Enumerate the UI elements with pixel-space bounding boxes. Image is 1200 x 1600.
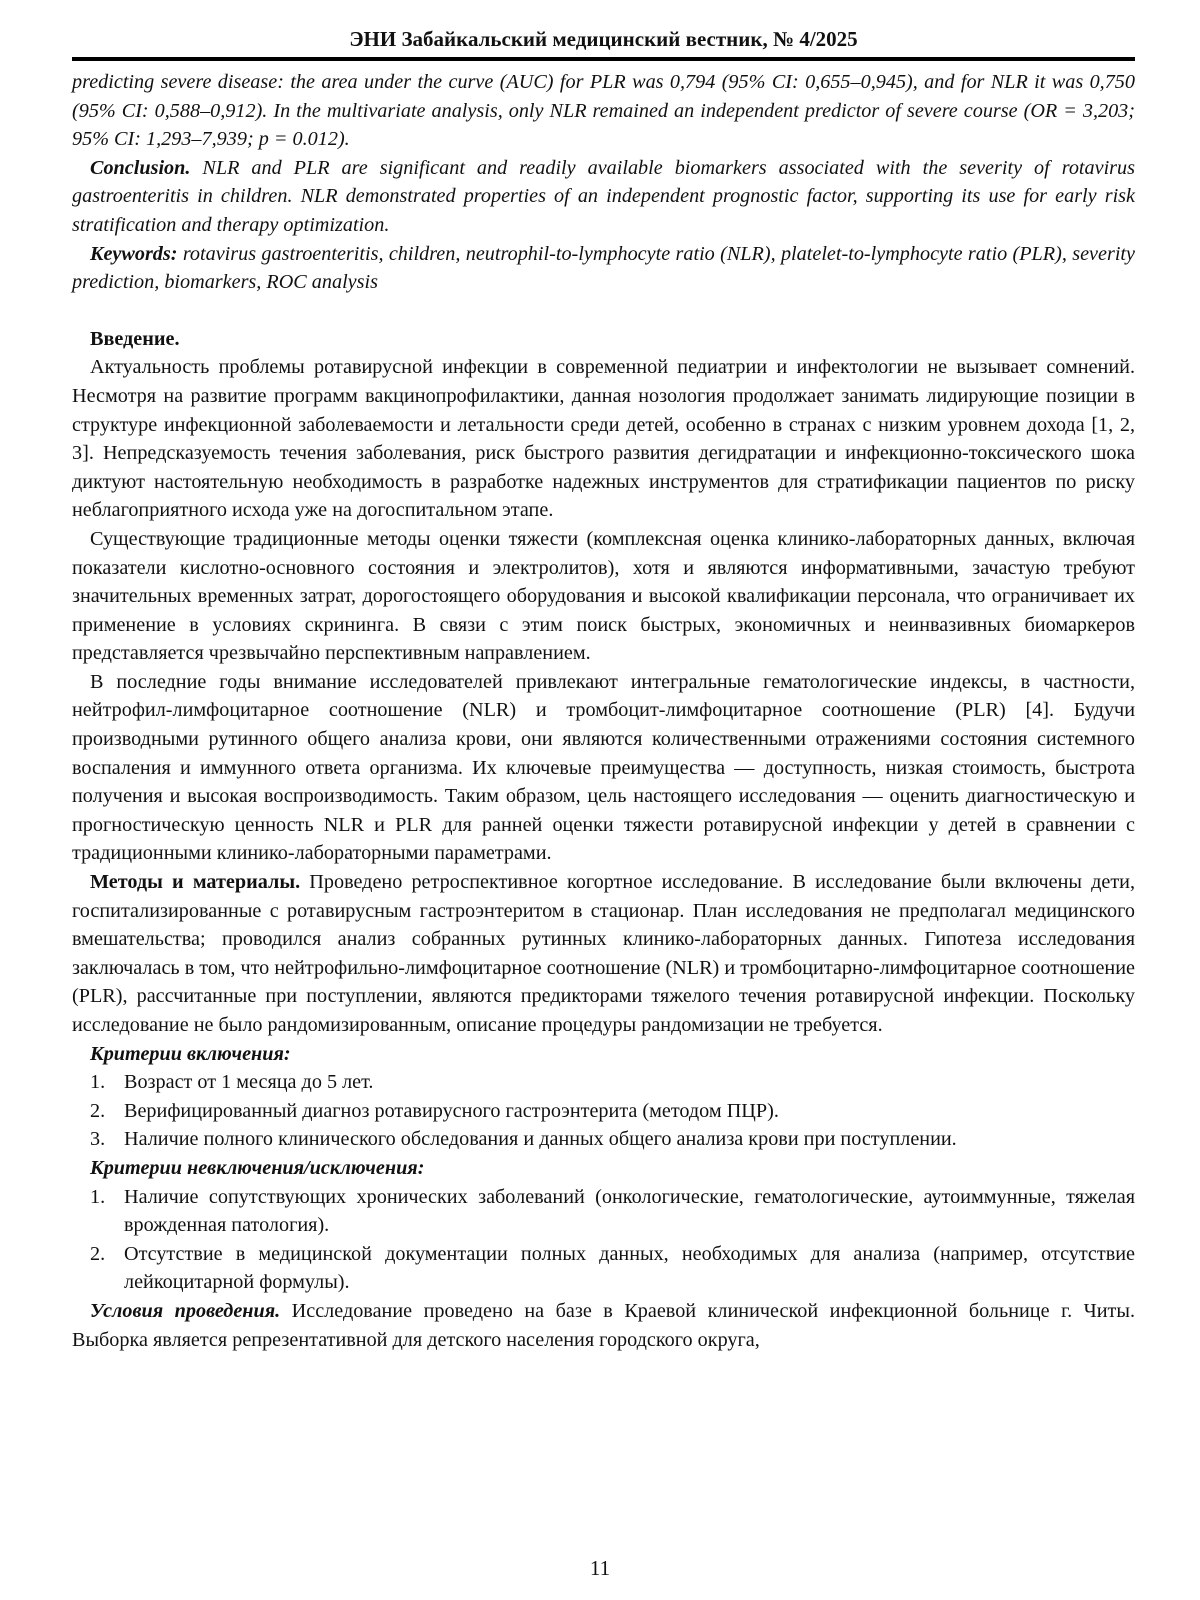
methods-text: Проведено ретроспективное когортное исследование. В исследование были включены дети, госпитализированные с ротавирусным гастроэнтеритом в стационар. План исследования не предполагал медицинского вмешательства; проводился анализ собранных рутинных клинико-лабораторных данных. Гипотеза исследования заключалась в том, что нейтрофильно-лимфоцитарное соотношение (NLR) и тромбоцитарно-лимфоцитарное соотношение (PLR), рассчитанные при поступлении, являются предикторами тяжелого течения ротавирусной инфекции. Поскольку исследование не было рандомизированным, описание процедуры рандомизации не требуется. — [72, 871, 1135, 1036]
list-item-text: Верифицированный диагноз ротавирусного гастроэнтерита (методом ПЦР). — [124, 1099, 779, 1122]
section-spacer — [72, 297, 1135, 325]
page-number: 11 — [589, 1556, 611, 1580]
article-body — [72, 68, 1135, 1354]
conditions-text: Исследование проведено на базе в Краевой клинической инфекционной больнице г. Читы. Выборка является репрезентативной для детского населения городского округа, — [72, 1299, 1135, 1351]
list-item-number: 3. — [90, 1128, 106, 1151]
list-item-number: 1. — [90, 1185, 106, 1208]
exclusion-heading: Критерии невключения/исключения: — [90, 1156, 425, 1179]
conclusion-label: Conclusion. — [90, 156, 191, 179]
keywords-text: rotavirus gastroenteritis, children, neutrophil-to-lymphocyte ratio (NLR), platelet-to-lymphocyte ratio (PLR), severity prediction, biomarkers, ROC analysis — [72, 242, 1135, 294]
methods-label: Методы и материалы. — [90, 871, 301, 894]
inclusion-heading: Критерии включения: — [90, 1042, 291, 1065]
intro-heading: Введение. — [90, 327, 180, 350]
conclusion-text: NLR and PLR are significant and readily available biomarkers associated with the severity of rotavirus gastroenteritis in children. NLR demonstrated properties of an independent prognostic factor, supporting its use for early risk stratification and therapy optimization. — [72, 156, 1135, 236]
inclusion-list — [72, 1068, 1135, 1154]
intro-paragraph-1: Актуальность проблемы ротавирусной инфекции в современной педиатрии и инфектологии не вызывает сомнений. Несмотря на развитие программ вакцинопрофилактики, данная нозология продолжает занимать лидирующие позиции в структуре инфекционной заболеваемости и летальности среди детей, особенно в странах с низким уровнем дохода [1, 2, 3]. Непредсказуемость течения заболевания, риск быстрого развития дегидратации и инфекционно-токсического шока диктуют настоятельную необходимость в разработке надежных инструментов для стратификации пациентов по риску неблагоприятного исхода уже на догоспитальном этапе. — [72, 356, 1135, 522]
list-item — [72, 1125, 1135, 1154]
list-item — [72, 1183, 1135, 1240]
intro-paragraph-2: Существующие традиционные методы оценки тяжести (комплексная оценка клинико-лабораторных данных, включая показатели кислотно-основного состояния и электролитов), хотя и являются информативными, зачастую требуют значительных временных затрат, дорогостоящего оборудования и высокой квалификации персонала, что ограничивает их применение в условиях скрининга. В связи с этим поиск быстрых, экономичных и неинвазивных биомаркеров представляется чрезвычайно перспективным направлением. — [72, 527, 1135, 665]
abstract-conclusion — [72, 154, 1135, 240]
conditions-label: Условия проведения. — [90, 1299, 281, 1322]
conditions-paragraph — [72, 1297, 1135, 1354]
list-item — [72, 1068, 1135, 1097]
list-item — [72, 1240, 1135, 1297]
header-divider — [72, 57, 1135, 61]
list-item-number: 2. — [90, 1099, 106, 1122]
list-item-text: Наличие сопутствующих хронических заболеваний (онкологические, гематологические, аутоиммунные, тяжелая врожденная патология). — [124, 1185, 1135, 1237]
journal-header: ЭНИ Забайкальский медицинский вестник, № 4/2025 — [349, 27, 858, 51]
exclusion-list — [72, 1183, 1135, 1297]
keywords-label: Keywords: — [90, 242, 178, 265]
abstract-keywords — [72, 240, 1135, 297]
intro-paragraph-3: В последние годы внимание исследователей привлекают интегральные гематологические индексы, в частности, нейтрофил-лимфоцитарное соотношение (NLR) и тромбоцит-лимфоцитарное соотношение (PLR) [4]. Будучи производными рутинного общего анализа крови, они являются количественными отражениями состояния системного воспаления и иммунного ответа организма. Их ключевые преимущества — доступность, низкая стоимость, быстрота получения и высокая воспроизводимость. Таким образом, цель настоящего исследования — оценить диагностическую и прогностическую ценность NLR и PLR для ранней оценки тяжести ротавирусной инфекции у детей в сравнении с традиционными клинико-лабораторными параметрами. — [72, 670, 1135, 865]
abstract-continuation: predicting severe disease: the area under the curve (AUC) for PLR was 0,794 (95% CI: 0,655–0,945), and for NLR it was 0,750 (95% CI: 0,588–0,912). In the multivariate analysis, only NLR remained an independent predictor of severe course (OR = 3,203; 95% CI: 1,293–7,939; p = 0.012). — [72, 71, 1135, 151]
list-item — [72, 1097, 1135, 1126]
list-item-text: Наличие полного клинического обследования и данных общего анализа крови при поступлении. — [124, 1128, 957, 1151]
list-item-text: Отсутствие в медицинской документации полных данных, необходимых для анализа (например, отсутствие лейкоцитарной формулы). — [124, 1242, 1135, 1294]
list-item-number: 2. — [90, 1242, 106, 1265]
list-item-text: Возраст от 1 месяца до 5 лет. — [124, 1071, 374, 1094]
list-item-number: 1. — [90, 1071, 106, 1094]
methods-paragraph — [72, 868, 1135, 1040]
